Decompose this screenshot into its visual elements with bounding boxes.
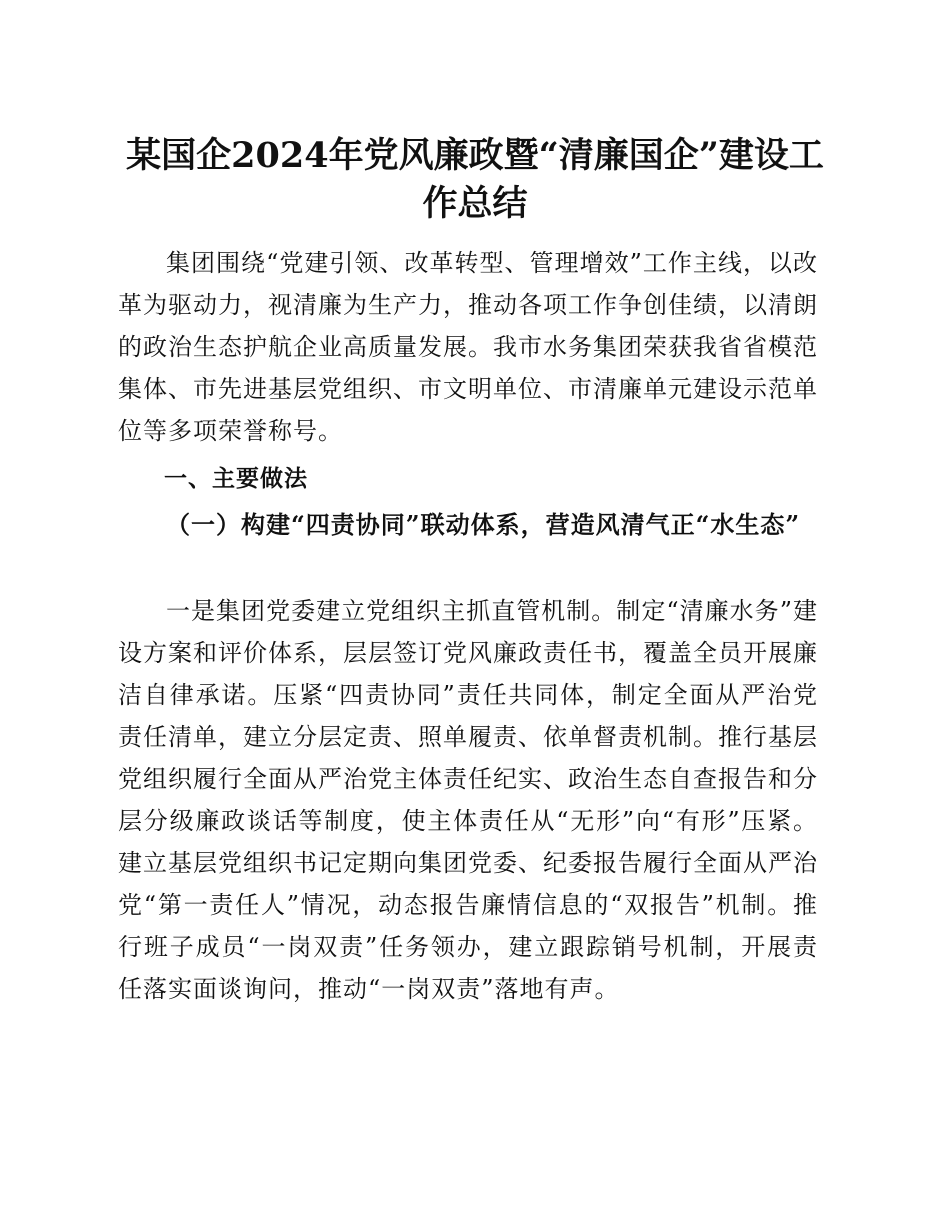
document-title: 某国企2024年党风廉政暨“清廉国企”建设工作总结 <box>126 135 824 224</box>
subsection-heading: （一）构建“四责协同”联动体系，营造风清气正“水生态” <box>166 510 801 539</box>
section-heading: 一、主要做法 <box>164 466 308 492</box>
body-paragraph: 一是集团党委建立党组织主抓直管机制。制定“清廉水务”建设方案和评价体系，层层签订党风廉政责任书，覆盖全员开展廉洁自律承诺。压紧“四责协同”责任共同体，制定全面从严治党责任清单，建立分层定责、照单履责、依单督责机制。推行基层党组织履行全面从严治党主体责任纪实、政治生态自查报告和分层分级廉政谈话等制度，使主体责任从“无形”向“有形”压紧。建立基层党组织书记定期向集团党委、纪委报告履行全面从严治党“第一责任人”情况，动态报告廉情信息的“双报告”机制。推行班子成员“一岗双责”任务领办，建立跟踪销号机制，开展责任落实面谈询问，推动“一岗双责”落地有声。 <box>118 597 818 1003</box>
intro-paragraph: 集团围绕“党建引领、改革转型、管理增效”工作主线，以改革为驱动力，视清廉为生产力，推动各项工作争创佳绩，以清朗的政治生态护航企业高质量发展。我市水务集团荣获我省省模范集体、市先进基层党组织、市文明单位、市清廉单元建设示范单位等多项荣誉称号。 <box>118 249 818 445</box>
